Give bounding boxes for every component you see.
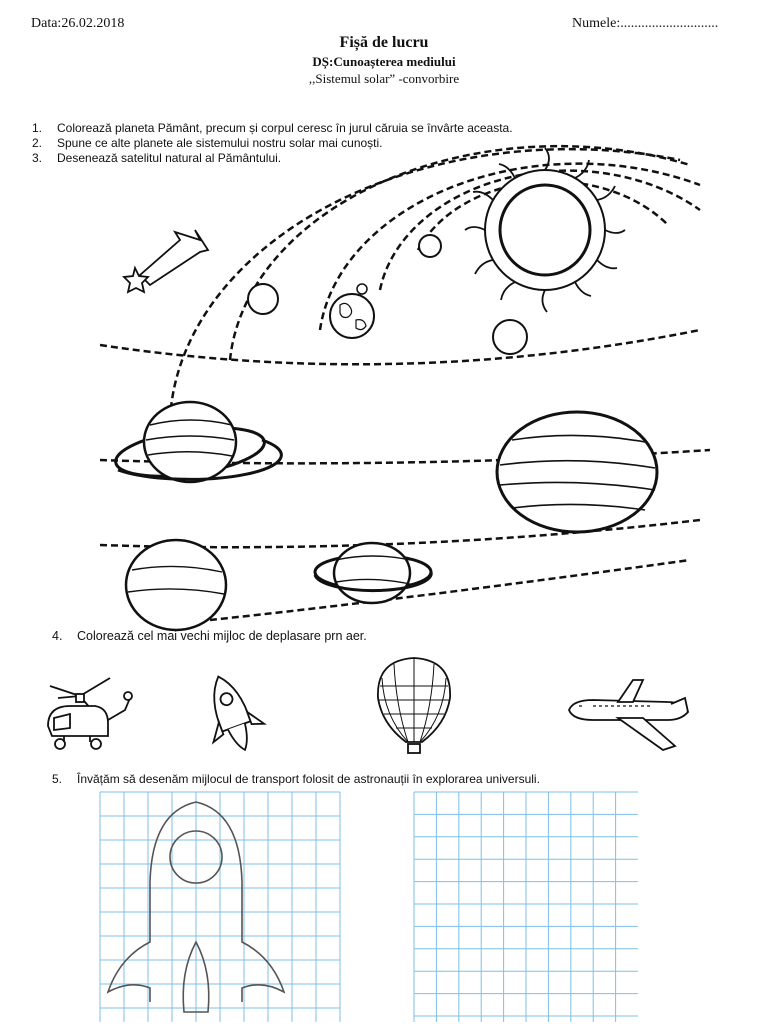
task-4 <box>52 629 367 643</box>
orbit-5 <box>170 149 680 420</box>
worksheet-subject: DȘ:Cunoașterea mediului <box>312 54 456 69</box>
orbit-4 <box>230 146 690 360</box>
mars-icon <box>248 284 278 314</box>
task-text: Învățăm să desenăm mijlocul de transport folosit de astronauții în explorarea universuli. <box>77 772 540 786</box>
task-number: 1. <box>32 121 43 135</box>
neptune-icon <box>126 540 226 630</box>
rocket-icon[interactable] <box>198 672 268 762</box>
orbit-9 <box>210 560 690 620</box>
task-text: Colorează cel mai vechi mijloc de deplasare prn aer. <box>77 629 367 643</box>
name-field[interactable]: Numele:............................ <box>572 16 719 31</box>
task-number: 4. <box>52 629 63 643</box>
uranus-icon <box>315 543 431 603</box>
task-number: 3. <box>32 151 43 165</box>
comet-icon <box>124 230 208 292</box>
practice-drawing-grid[interactable] <box>414 792 638 1022</box>
task-text: Colorează planeta Pământ, precum și corpul ceresc în jurul căruia se învârte aceasta. <box>57 121 513 135</box>
mercury-icon <box>419 235 441 257</box>
example-drawing-grid <box>100 792 340 1022</box>
saturn-icon <box>113 402 282 484</box>
task-5 <box>52 772 540 786</box>
helicopter-icon[interactable] <box>40 668 140 758</box>
airplane-icon[interactable] <box>563 672 693 762</box>
orbit-6 <box>100 330 700 364</box>
task-number: 5. <box>52 772 63 786</box>
jupiter-icon <box>497 412 657 532</box>
task-text: Desenează satelitul natural al Pământului. <box>57 151 282 165</box>
date-field: Data:26.02.2018 <box>31 16 125 31</box>
rocket-outline-part <box>108 802 196 1002</box>
hot-air-balloon-icon[interactable] <box>374 656 454 756</box>
venus-icon <box>493 320 527 354</box>
worksheet-topic: ,,Sistemul solar” -convorbire <box>308 71 460 86</box>
task-number: 2. <box>32 136 43 150</box>
task-text: Spune ce alte planete ale sistemului nostru solar mai cunoști. <box>57 136 383 150</box>
worksheet-title: Fișă de lucru <box>339 34 429 51</box>
sun-icon <box>465 148 625 312</box>
rocket-outline-part <box>196 802 284 1002</box>
moon-icon <box>357 284 367 294</box>
earth-icon <box>330 294 374 338</box>
